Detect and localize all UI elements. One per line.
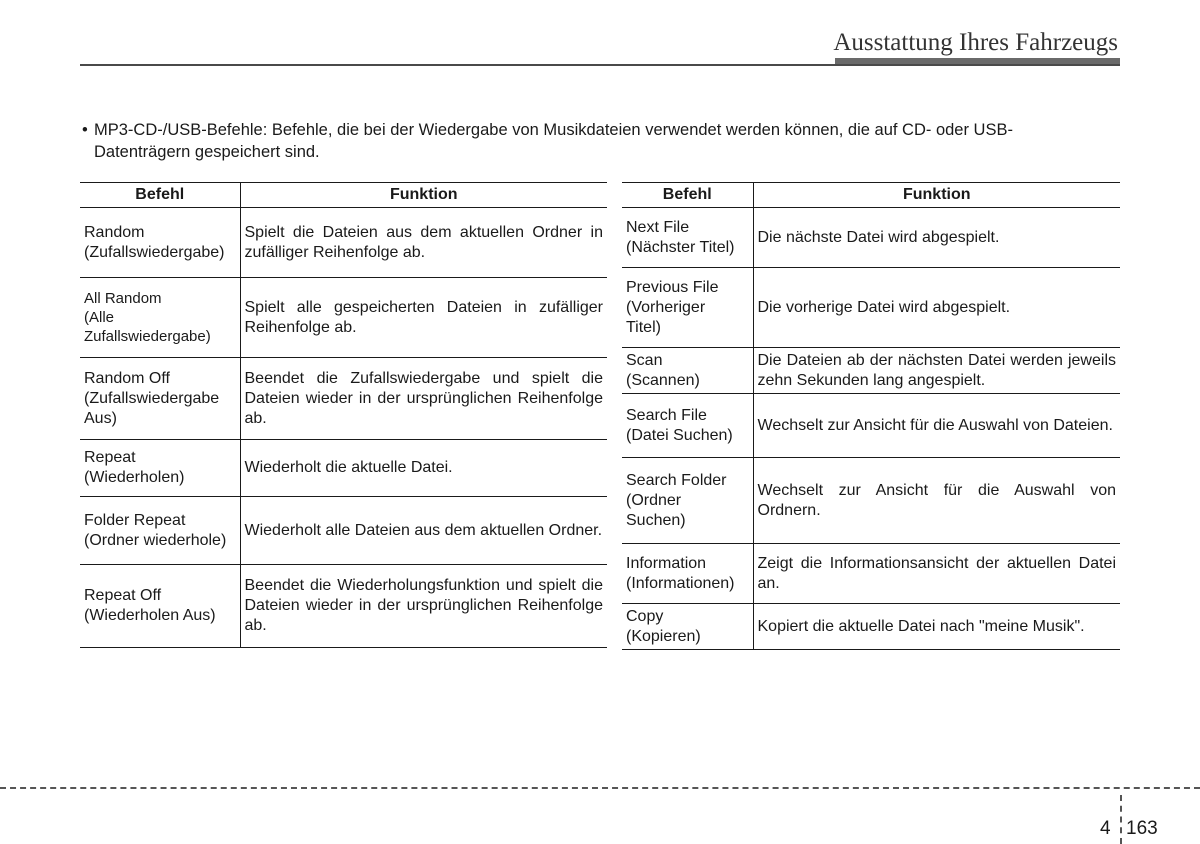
function-cell: Beendet die Wiederholungsfunktion und spielt die Dateien wieder in der ursprünglichen Reihenfolge ab. (240, 565, 607, 648)
table-row (622, 208, 1120, 268)
table-row (622, 604, 1120, 650)
command-name: Repeat Off (84, 587, 162, 604)
header-rule (80, 64, 1120, 66)
page-number: 163 (1126, 818, 1158, 839)
command-cell (622, 458, 753, 544)
table-row (80, 208, 607, 278)
table-row (622, 544, 1120, 604)
column-header-function: Funktion (240, 183, 607, 208)
function-cell: Wiederholt alle Dateien aus dem aktuellen Ordner. (240, 497, 607, 565)
command-translation: Suchen) (626, 511, 686, 529)
footer-dashed-divider (1120, 795, 1122, 844)
command-name: Search Folder (626, 471, 727, 489)
command-cell (622, 268, 753, 348)
table-row (80, 440, 607, 497)
function-cell: Kopiert die aktuelle Datei nach "meine Musik". (753, 604, 1120, 650)
command-name: Previous File (626, 278, 719, 296)
function-cell: Beendet die Zufallswiedergabe und spielt die Dateien wieder in der ursprünglichen Reihenfolge ab. (240, 358, 607, 440)
function-cell: Wechselt zur Ansicht für die Auswahl von Ordnern. (753, 458, 1120, 544)
function-cell: Die vorherige Datei wird abgespielt. (753, 268, 1120, 348)
command-cell (622, 394, 753, 458)
table-row (622, 394, 1120, 458)
column-header-function: Funktion (753, 183, 1120, 208)
table-row (622, 348, 1120, 394)
table-header-row (80, 183, 607, 208)
command-name: All Random (84, 290, 162, 307)
command-translation: (Nächster Titel) (626, 238, 735, 256)
table-row (622, 458, 1120, 544)
command-cell (80, 278, 240, 358)
command-name: Search File (626, 406, 707, 424)
table-header-row (622, 183, 1120, 208)
command-translation: (Ordner (626, 491, 682, 509)
command-translation: Titel) (626, 318, 661, 336)
intro-paragraph (82, 119, 1112, 163)
command-cell (622, 544, 753, 604)
function-cell: Spielt die Dateien aus dem aktuellen Ordner in zufälliger Reihenfolge ab. (240, 208, 607, 278)
function-cell: Spielt alle gespeicherten Dateien in zufälliger Reihenfolge ab. (240, 278, 607, 358)
command-translation: (Scannen) (626, 371, 700, 389)
command-translation: (Wiederholen) (84, 469, 185, 486)
command-name: Scan (626, 351, 663, 369)
function-cell: Wechselt zur Ansicht für die Auswahl von Dateien. (753, 394, 1120, 458)
table-row (622, 268, 1120, 348)
column-header-command: Befehl (622, 183, 753, 208)
command-cell (80, 358, 240, 440)
table-row (80, 358, 607, 440)
command-cell (80, 440, 240, 497)
command-name: Copy (626, 607, 664, 625)
function-cell: Die nächste Datei wird abgespielt. (753, 208, 1120, 268)
command-translation: (Zufallswiedergabe) (84, 243, 225, 261)
command-table-right (622, 182, 1120, 650)
table-row (80, 497, 607, 565)
function-cell: Die Dateien ab der nächsten Datei werden jeweils zehn Sekunden lang angespielt. (753, 348, 1120, 394)
command-name: Information (626, 554, 707, 572)
command-cell (80, 565, 240, 648)
command-translation: (Vorheriger (626, 298, 706, 316)
command-name: Next File (626, 218, 690, 236)
command-cell (80, 208, 240, 278)
intro-line-2: Datenträgern gespeichert sind. (94, 143, 320, 161)
command-cell (80, 497, 240, 565)
command-name: Folder Repeat (84, 511, 186, 529)
command-translation: Zufallswiedergabe) (84, 328, 211, 345)
command-translation: (Datei Suchen) (626, 426, 733, 444)
command-translation: (Zufallswiedergabe (84, 389, 220, 407)
command-translation: (Informationen) (626, 574, 735, 592)
command-translation: (Ordner wiederhole) (84, 531, 227, 549)
function-cell: Wiederholt die aktuelle Datei. (240, 440, 607, 497)
intro-line-1: MP3-CD-/USB-Befehle: Befehle, die bei der Wiedergabe von Musikdateien verwendet werden können, die auf CD- oder USB- (94, 121, 1013, 139)
command-table-left (80, 182, 607, 648)
command-cell (622, 348, 753, 394)
function-cell: Zeigt die Informationsansicht der aktuellen Datei an. (753, 544, 1120, 604)
command-cell (622, 604, 753, 650)
chapter-number: 4 (1100, 818, 1111, 839)
column-header-command: Befehl (80, 183, 240, 208)
command-translation: (Wiederholen Aus) (84, 607, 216, 624)
bullet-glyph: • (82, 121, 88, 139)
command-translation: Aus) (84, 409, 117, 427)
command-cell (622, 208, 753, 268)
command-name: Random (84, 223, 145, 241)
command-name: Repeat (84, 449, 136, 466)
footer-dashed-rule (0, 787, 1200, 789)
command-translation: (Kopieren) (626, 627, 701, 645)
table-row (80, 278, 607, 358)
command-translation: (Alle (84, 309, 115, 326)
table-row (80, 565, 607, 648)
page-header-title: Ausstattung Ihres Fahrzeugs (833, 29, 1118, 56)
command-name: Random Off (84, 369, 170, 387)
